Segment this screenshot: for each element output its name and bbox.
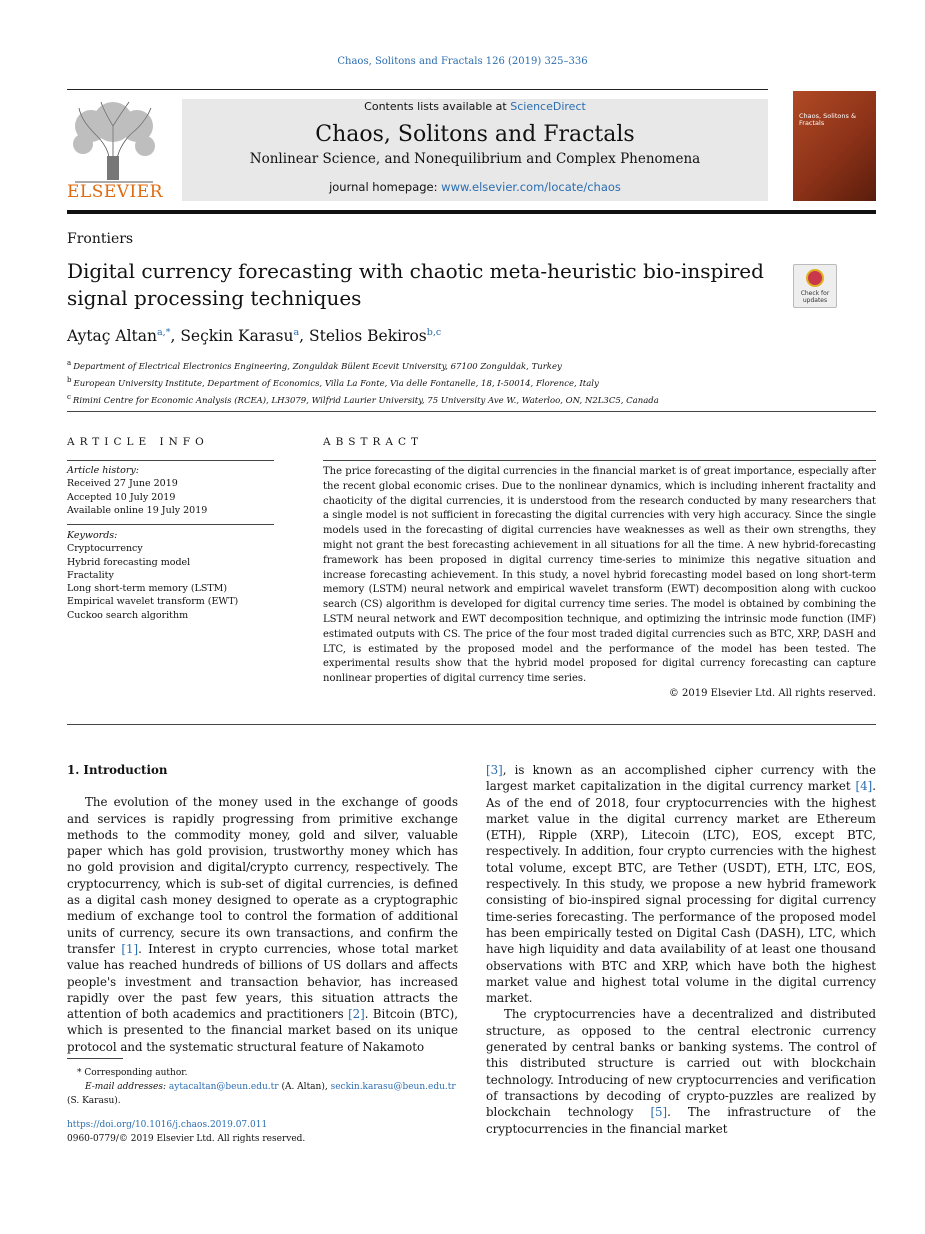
affil-text: Department of Electrical Electronics Engineering, Zonguldak Bülent Ecevit University, 67100 Zonguldak, Turkey bbox=[73, 361, 562, 372]
author-affil-mark[interactable]: a bbox=[293, 327, 300, 338]
footnote bbox=[67, 1066, 458, 1108]
keyword: Cryptocurrency bbox=[67, 543, 143, 555]
keyword: Cuckoo search algorithm bbox=[67, 609, 189, 621]
divider bbox=[67, 460, 274, 461]
paragraph bbox=[486, 1006, 876, 1136]
citation-link[interactable]: [1] bbox=[121, 941, 139, 956]
citation-link[interactable]: [2] bbox=[348, 1007, 365, 1022]
keywords bbox=[67, 529, 274, 622]
contents-line bbox=[182, 100, 768, 113]
paragraph bbox=[67, 794, 458, 1055]
keyword: Empirical wavelet transform (EWT) bbox=[67, 596, 239, 608]
sciencedirect-link[interactable]: ScienceDirect bbox=[510, 100, 586, 113]
check-for-updates-badge[interactable] bbox=[793, 264, 837, 308]
abstract-body bbox=[323, 465, 876, 702]
journal-title: Chaos, Solitons and Fractals bbox=[315, 122, 635, 147]
abstract-text: The price forecasting of the digital currencies in the financial market is of great importance, especially after the recent global economic crises. Due to the nonlinear dynamics, which is including inherent fractality and chaoticity of the digital currencies, it is understood from the research conducted by many researchers that a single model is not sufficient in forecasting the digital currencies with very high accuracy. Since the single models used in the forecasting of digital currencies have weaknesses as well as their own strengths, they might not grant the best forecasting achievement in all situations for all the time. A new hybrid-forecasting framework has been proposed in digital currency time-series to minimize this negative situation and increase forecasting achievement. In this study, a novel hybrid forecasting model based on long short-term memory (LSTM) neural network and empirical wavelet transform (EWT) decomposition along with cuckoo search (CS) algorithm is developed for digital currency time series. The model is obtained by combining the LSTM neural network and EWT decomposition technique, and optimizing the intrinsic mode function (IMF) estimated outputs with CS. The price of the four most traded digital currencies such as BTC, XRP, DASH and LTC, is estimated by the proposed model and the performance of the model has been tested. The experimental results show that the hybrid model proposed for digital currency forecasting can capture nonlinear properties of digital currency time series. bbox=[323, 466, 876, 685]
badge-label: Check for updates bbox=[800, 290, 830, 304]
divider bbox=[323, 460, 876, 461]
email-note bbox=[67, 1080, 458, 1094]
author-list: Aytaç Altan$^{a,*}$, Seçkin Karasu$^a$, Stelios Bekiros$^{b,c}$ bbox=[67, 327, 442, 346]
journal-subtitle: Nonlinear Science, and Nonequilibrium and Complex Phenomena bbox=[249, 151, 701, 167]
keyword: Hybrid forecasting model bbox=[67, 556, 191, 568]
article-info-heading: ARTICLE INFO bbox=[67, 436, 209, 448]
article-title: Digital currency forecasting with chaotic meta-heuristic bio-inspired signal processing techniques bbox=[67, 259, 764, 310]
abstract-copyright: © 2019 Elsevier Ltd. All rights reserved. bbox=[668, 687, 876, 699]
text-run: , is known as an accomplished cipher currency with the largest market capitalization in the digital currency market bbox=[486, 763, 876, 794]
affiliation bbox=[67, 357, 659, 374]
bottom-meta bbox=[67, 1119, 305, 1146]
article-history bbox=[67, 464, 274, 517]
body-right-column bbox=[486, 762, 876, 1137]
affil-mark: a bbox=[67, 359, 72, 367]
text-run: The evolution of the money used in the exchange of goods and services is rapidly progressing from primitive exchange methods to the commodity money, gold and silver, valuable paper which has gold provision, trustworthy money which has no gold provision and digital/crypto currency, respectively. The cryptocurrency, which is sub-set of digital currencies, is defined as a digital cash money designed to operate as a cryptographic medium of exchange tool to control the formation of additional units of currency, secure its own transactions, and confirm the transfer bbox=[67, 795, 458, 956]
homepage-line bbox=[182, 180, 768, 194]
email-label: E-mail addresses: bbox=[85, 1082, 169, 1092]
footnote-mark: * bbox=[77, 1068, 82, 1078]
affil-mark: b bbox=[67, 376, 72, 385]
keywords-label: Keywords: bbox=[67, 530, 118, 541]
affil-mark: c bbox=[67, 393, 71, 402]
divider bbox=[67, 411, 876, 412]
footnote-rule bbox=[67, 1058, 123, 1059]
author-affil-mark[interactable]: b,c bbox=[426, 327, 442, 338]
citation-link[interactable]: [5] bbox=[650, 1105, 668, 1120]
keyword: Fractality bbox=[67, 569, 114, 581]
text-run: . The infrastructure of the cryptocurrencies in the financial market bbox=[486, 1105, 876, 1136]
footnote-text: Corresponding author. bbox=[84, 1068, 188, 1078]
abstract-heading: ABSTRACT bbox=[323, 436, 424, 448]
section-heading: 1. Introduction bbox=[67, 763, 168, 777]
journal-header-box bbox=[182, 99, 768, 201]
divider bbox=[67, 724, 876, 725]
history-item: Accepted 10 July 2019 bbox=[67, 491, 176, 503]
history-item: Received 27 June 2019 bbox=[67, 478, 178, 490]
author-name[interactable]: Aytaç Altan bbox=[67, 327, 158, 346]
affiliation bbox=[67, 374, 659, 391]
keyword: Long short-term memory (LSTM) bbox=[67, 583, 228, 595]
journal-cover[interactable] bbox=[793, 91, 876, 201]
body-left-column bbox=[67, 762, 458, 1055]
elsevier-wordmark: ELSEVIER bbox=[67, 182, 163, 202]
divider bbox=[67, 524, 274, 525]
author-affil-mark[interactable]: a,* bbox=[157, 327, 171, 338]
email-link[interactable]: aytacaltan@beun.edu.tr bbox=[168, 1082, 279, 1092]
journal-citation[interactable]: Chaos, Solitons and Fractals 126 (2019) 325–336 bbox=[337, 56, 588, 67]
affiliations bbox=[67, 357, 659, 408]
text-run: The cryptocurrencies have a decentralized and distributed structure, as opposed to the central electronic currency generated by central banks or banking systems. The control of this distributed structure is carried out with blockchain technology. Introducing of new cryptocurrencies and verification of transactions by decoding of crypto-puzzles are realized by blockchain technology bbox=[486, 1007, 876, 1120]
email-owner: (A. Altan), bbox=[278, 1082, 331, 1092]
contents-prefix: Contents lists available at bbox=[364, 100, 511, 113]
history-item: Available online 19 July 2019 bbox=[67, 504, 208, 516]
history-label: Article history: bbox=[67, 465, 139, 476]
author-name[interactable]: Seçkin Karasu bbox=[180, 327, 294, 346]
issn-line: 0960-0779/© 2019 Elsevier Ltd. All rights reserved. bbox=[67, 1133, 306, 1144]
header-rule bbox=[67, 89, 768, 90]
citation-link[interactable]: [4] bbox=[855, 779, 873, 794]
article-section: Frontiers bbox=[67, 231, 134, 247]
paragraph bbox=[486, 762, 876, 1006]
homepage-link[interactable]: www.elsevier.com/locate/chaos bbox=[441, 180, 621, 194]
elsevier-logo bbox=[67, 96, 161, 202]
affil-text: Rimini Centre for Economic Analysis (RCEA), LH3079, Wilfrid Laurier University, 75 University Ave W., Waterloo, ON, N2L3C5, Canada bbox=[72, 396, 659, 407]
citation-link[interactable]: [3] bbox=[486, 763, 503, 777]
cover-title: Chaos, Solitons & Fractals bbox=[799, 112, 857, 128]
affil-text: European University Institute, Department of Economics, Villa La Fonte, Via delle Fontanelle, 18, I-50014, Florence, Italy bbox=[73, 378, 599, 389]
author-name[interactable]: Stelios Bekiros bbox=[308, 327, 427, 346]
corresponding-note bbox=[67, 1066, 458, 1080]
text-run: . As of the end of 2018, four cryptocurrencies with the highest market value in the digital currency market are Ethereum (ETH), Ripple (XRP), Litecoin (LTC), EOS, except BTC, respectively. In addition, four crypto currencies with the highest total volume, except BTC, are Tether (USDT), ETH, LTC, EOS, respectively. In this study, we propose a new hybrid framework consisting of bio-inspired signal processing for digital currency time-series forecasting. The performance of the proposed model has been empirically tested on Digital Cash (DASH), LTC, which have high liquidity and data availability of at least one thousand observations with BTC and XRP, which have both the highest market value and highest total volume in the digital currency market. bbox=[486, 779, 876, 1006]
email-owner: (S. Karasu). bbox=[67, 1096, 121, 1106]
affiliation bbox=[67, 391, 659, 408]
bookmark-icon bbox=[806, 269, 824, 287]
email-link[interactable]: seckin.karasu@beun.edu.tr bbox=[330, 1082, 456, 1092]
homepage-prefix: journal homepage: bbox=[329, 180, 442, 194]
text-run: . Bitcoin (BTC), which is presented to the financial market based on its unique protocol and the systematic structural feature of Nakamoto bbox=[67, 1007, 458, 1054]
text-run: . Interest in crypto currencies, whose total market value has reached hundreds of billions of US dollars and affects people's investment and transaction behavior, has increased rapidly over the past few years, this situation attracts the attention of both academics and practitioners bbox=[67, 941, 459, 1022]
header-thick-rule bbox=[67, 210, 876, 214]
doi-link[interactable]: https://doi.org/10.1016/j.chaos.2019.07.011 bbox=[67, 1120, 268, 1130]
